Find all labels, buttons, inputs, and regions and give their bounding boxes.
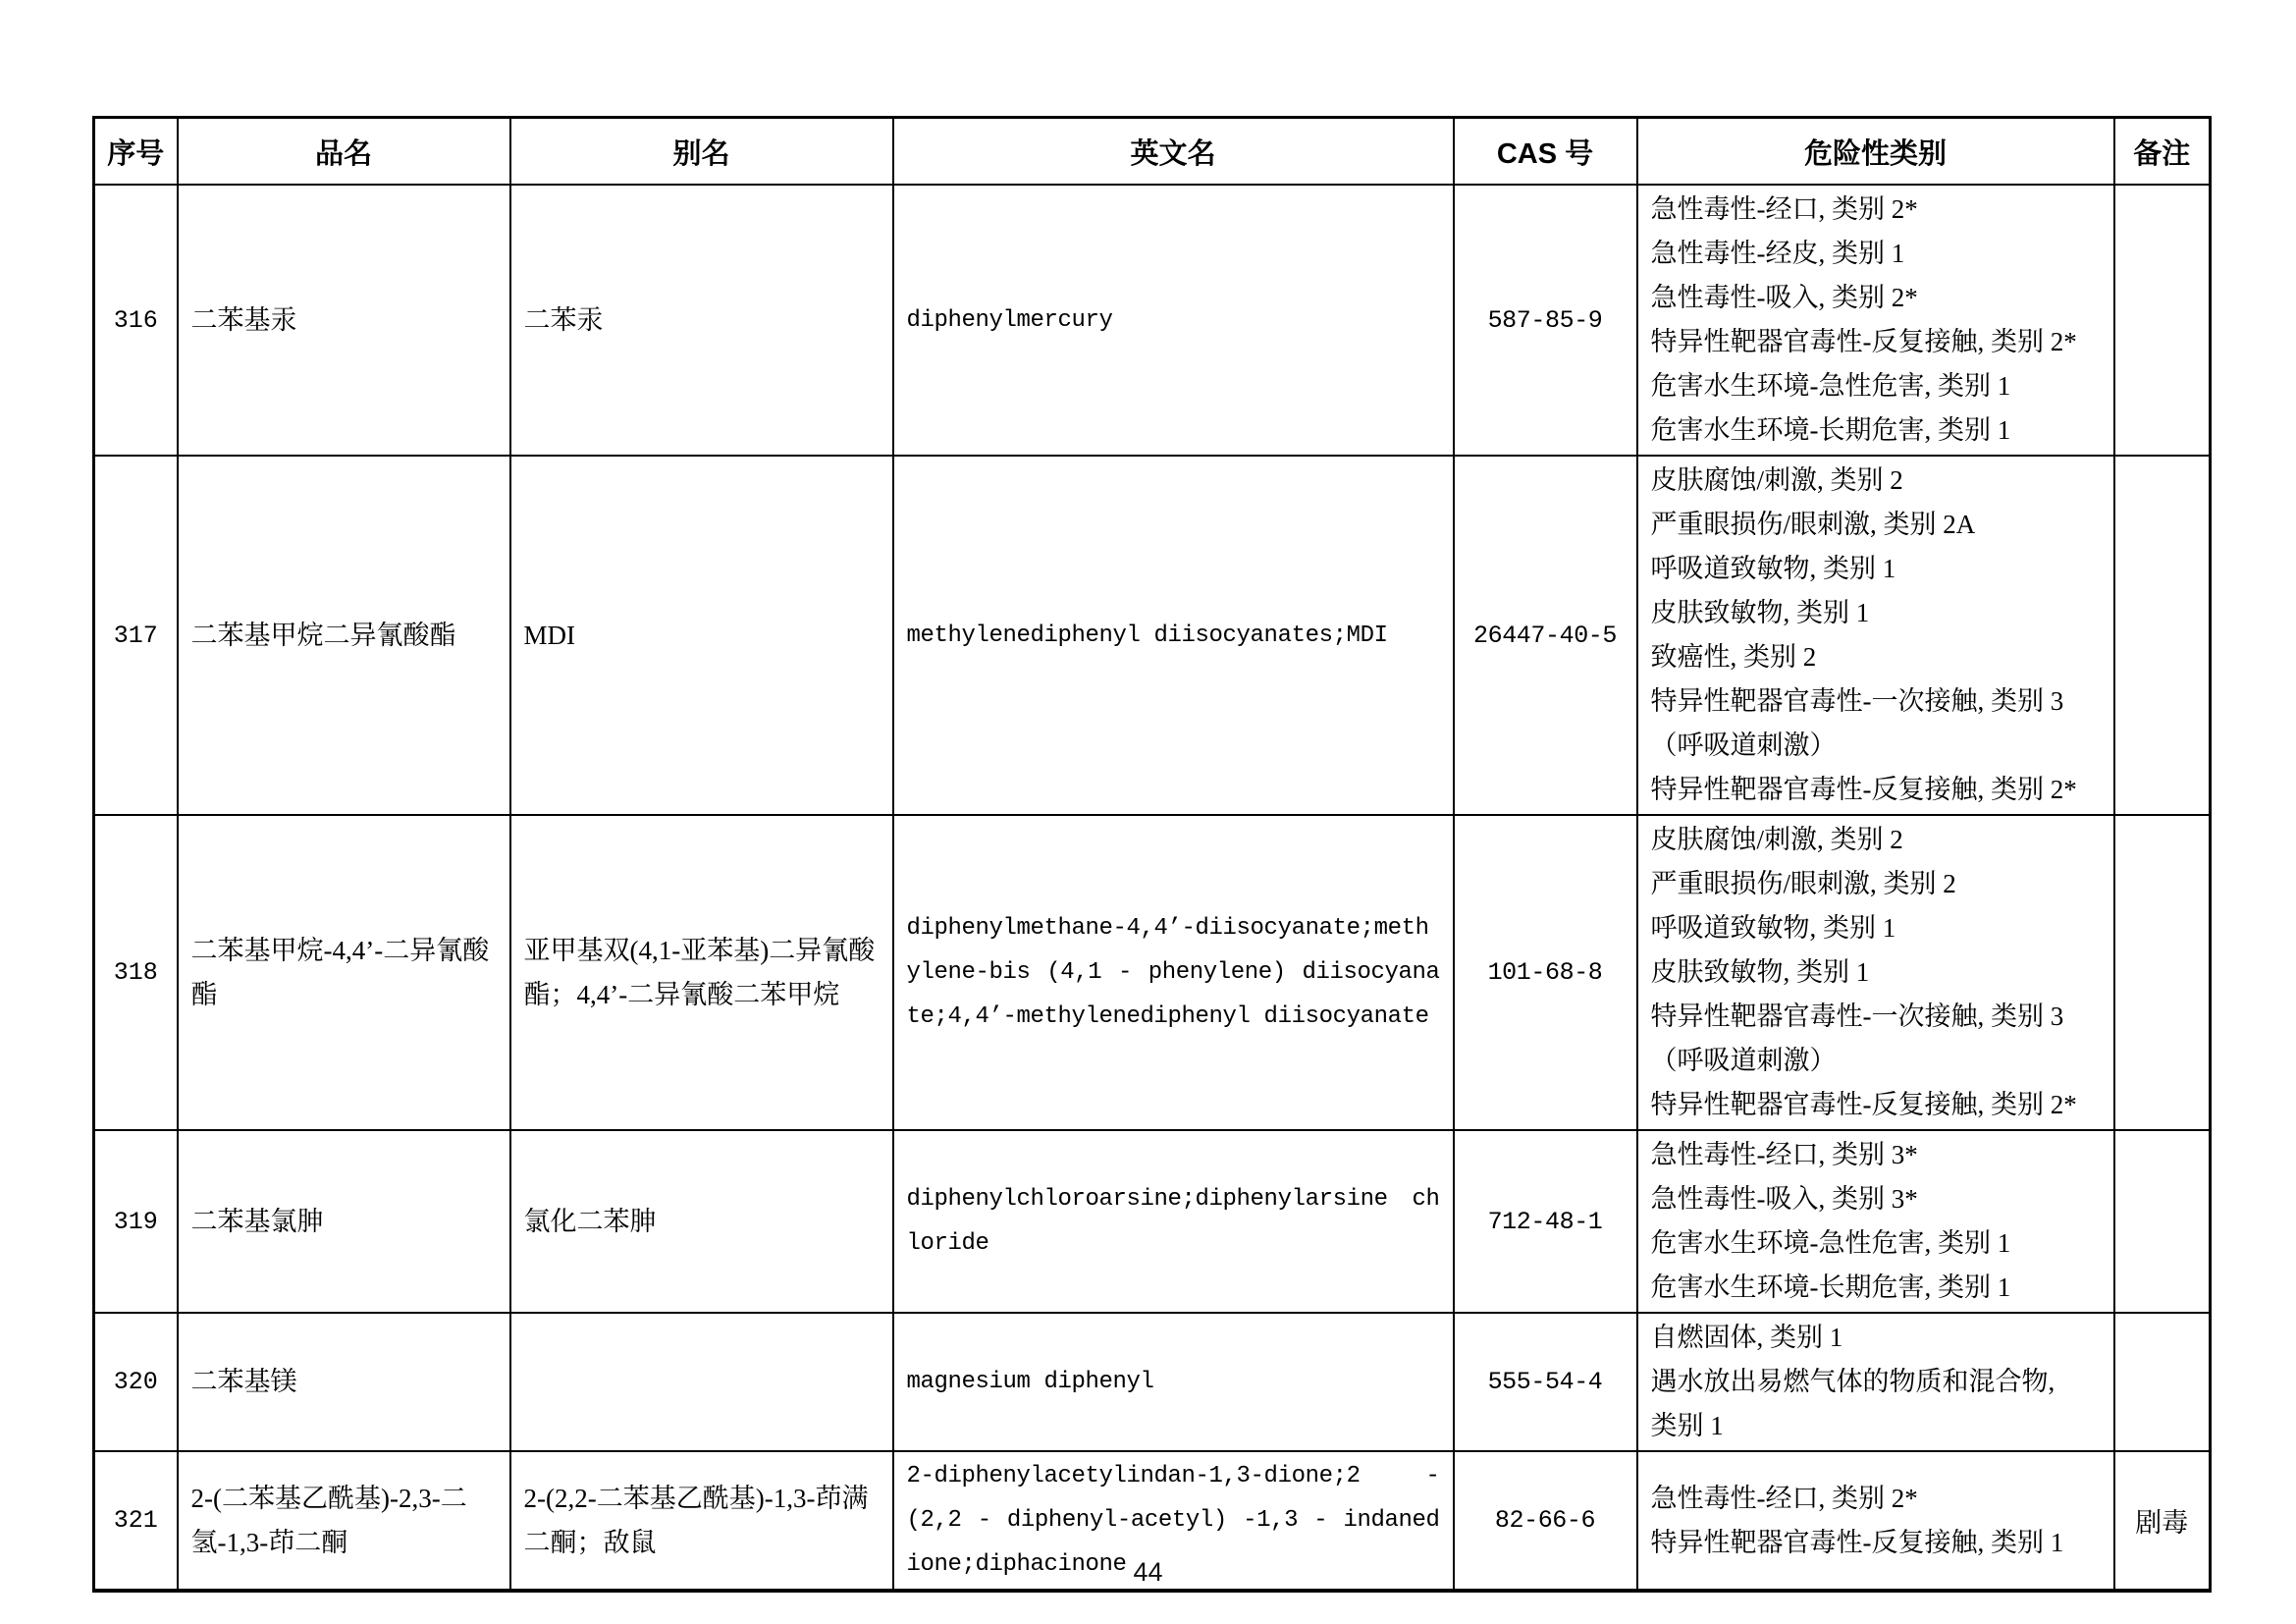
cell-cas-number: 26447-40-5 xyxy=(1454,456,1637,815)
col-header-product-name: 品名 xyxy=(178,118,510,186)
cell-alias: 2-(2,2-二苯基乙酰基)-1,3-茚满二酮；敌鼠 xyxy=(510,1451,893,1591)
cell-serial: 317 xyxy=(94,456,178,815)
table-row xyxy=(94,815,2211,1130)
hazard-line: 特异性靶器官毒性-反复接触, 类别 2* xyxy=(1650,1090,2077,1119)
hazard-line: 危害水生环境-长期危害, 类别 1 xyxy=(1650,415,2011,445)
cell-alias: MDI xyxy=(510,456,893,815)
cell-english-name: methylenediphenyl diisocyanates;MDI xyxy=(893,456,1454,815)
cell-remark xyxy=(2114,1130,2211,1313)
cell-english-name: diphenylmethane-4,4’-diisocyanate;methylene-bis (4,1 - phenylene) diisocyanate;4,4’-methylenediphenyl diisocyanate xyxy=(893,815,1454,1130)
hazard-line: 遇水放出易燃气体的物质和混合物, xyxy=(1650,1367,2056,1396)
table-row xyxy=(94,185,2211,456)
cell-serial: 319 xyxy=(94,1130,178,1313)
cell-product-name: 二苯基汞 xyxy=(178,185,510,456)
hazard-line: 特异性靶器官毒性-反复接触, 类别 2* xyxy=(1650,775,2077,804)
col-header-hazard-category: 危险性类别 xyxy=(1637,118,2114,186)
hazard-line: 自燃固体, 类别 1 xyxy=(1650,1323,1843,1352)
hazard-line: 皮肤腐蚀/刺激, 类别 2 xyxy=(1650,465,1903,495)
col-header-serial: 序号 xyxy=(94,118,178,186)
hazard-line: 皮肤腐蚀/刺激, 类别 2 xyxy=(1650,825,1903,854)
hazard-line: 急性毒性-经口, 类别 2* xyxy=(1650,1483,1918,1513)
cell-product-name: 二苯基甲烷二异氰酸酯 xyxy=(178,456,510,815)
hazard-line: 危害水生环境-急性危害, 类别 1 xyxy=(1650,371,2011,401)
cell-remark xyxy=(2114,456,2211,815)
hazard-line: 急性毒性-吸入, 类别 3* xyxy=(1650,1184,1918,1214)
cell-remark xyxy=(2114,815,2211,1130)
cell-alias: 二苯汞 xyxy=(510,185,893,456)
hazard-line: 严重眼损伤/眼刺激, 类别 2A xyxy=(1650,510,1976,539)
cell-product-name: 二苯基镁 xyxy=(178,1313,510,1451)
cell-cas-number: 587-85-9 xyxy=(1454,185,1637,456)
cell-remark: 剧毒 xyxy=(2114,1451,2211,1591)
col-header-cas-number: CAS 号 xyxy=(1454,118,1637,186)
col-header-remark: 备注 xyxy=(2114,118,2211,186)
hazard-line: 特异性靶器官毒性-一次接触, 类别 3 xyxy=(1650,686,2064,716)
hazard-line: 呼吸道致敏物, 类别 1 xyxy=(1650,554,1896,583)
hazard-line: 急性毒性-经口, 类别 3* xyxy=(1650,1140,1918,1169)
cell-remark xyxy=(2114,185,2211,456)
page-number: 44 xyxy=(1133,1557,1163,1587)
hazard-line: 严重眼损伤/眼刺激, 类别 2 xyxy=(1650,869,1956,898)
hazard-line: 类别 1 xyxy=(1650,1411,1724,1440)
table-row xyxy=(94,1313,2211,1451)
cell-alias: 亚甲基双(4,1-亚苯基)二异氰酸酯；4,4’-二异氰酸二苯甲烷 xyxy=(510,815,893,1130)
hazard-line: 皮肤致敏物, 类别 1 xyxy=(1650,598,1870,627)
hazard-line: 皮肤致敏物, 类别 1 xyxy=(1650,957,1870,987)
cell-serial: 316 xyxy=(94,185,178,456)
cell-hazard-category xyxy=(1637,1313,2114,1451)
hazard-line: 危害水生环境-急性危害, 类别 1 xyxy=(1650,1228,2011,1258)
hazard-line: （呼吸道刺激） xyxy=(1650,1046,1837,1075)
cell-hazard-category xyxy=(1637,185,2114,456)
document-page xyxy=(92,116,2212,1593)
cell-english-name: 2-diphenylacetylindan-1,3-dione;2 - (2,2 - diphenyl-acetyl) -1,3 - indanedione;diphacinone xyxy=(893,1451,1454,1591)
cell-serial: 321 xyxy=(94,1451,178,1591)
hazard-line: 特异性靶器官毒性-反复接触, 类别 2* xyxy=(1650,327,2077,356)
hazard-line: 特异性靶器官毒性-一次接触, 类别 3 xyxy=(1650,1001,2064,1031)
cell-cas-number: 555-54-4 xyxy=(1454,1313,1637,1451)
hazard-line: 特异性靶器官毒性-反复接触, 类别 1 xyxy=(1650,1527,2064,1557)
col-header-alias: 别名 xyxy=(510,118,893,186)
cell-english-name: diphenylmercury xyxy=(893,185,1454,456)
cell-cas-number: 712-48-1 xyxy=(1454,1130,1637,1313)
table-row xyxy=(94,1130,2211,1313)
cell-english-name: magnesium diphenyl xyxy=(893,1313,1454,1451)
cell-alias xyxy=(510,1313,893,1451)
hazard-line: （呼吸道刺激） xyxy=(1650,731,1837,760)
cell-english-name: diphenylchloroarsine;diphenylarsine chloride xyxy=(893,1130,1454,1313)
cell-serial: 318 xyxy=(94,815,178,1130)
cell-product-name: 二苯基氯胂 xyxy=(178,1130,510,1313)
hazard-line: 呼吸道致敏物, 类别 1 xyxy=(1650,913,1896,943)
hazardous-chemicals-table xyxy=(92,116,2212,1593)
table-header-row xyxy=(94,118,2211,186)
cell-cas-number: 82-66-6 xyxy=(1454,1451,1637,1591)
cell-cas-number: 101-68-8 xyxy=(1454,815,1637,1130)
hazard-line: 急性毒性-经口, 类别 2* xyxy=(1650,194,1918,224)
table-row xyxy=(94,456,2211,815)
hazard-line: 致癌性, 类别 2 xyxy=(1650,642,1817,672)
cell-hazard-category xyxy=(1637,456,2114,815)
cell-product-name: 2-(二苯基乙酰基)-2,3-二氢-1,3-茚二酮 xyxy=(178,1451,510,1591)
cell-hazard-category xyxy=(1637,1130,2114,1313)
cell-serial: 320 xyxy=(94,1313,178,1451)
hazard-line: 急性毒性-经皮, 类别 1 xyxy=(1650,239,1905,268)
hazard-line: 危害水生环境-长期危害, 类别 1 xyxy=(1650,1272,2011,1302)
table-body xyxy=(94,185,2211,1591)
cell-remark xyxy=(2114,1313,2211,1451)
cell-product-name: 二苯基甲烷-4,4’-二异氰酸酯 xyxy=(178,815,510,1130)
cell-hazard-category xyxy=(1637,815,2114,1130)
col-header-english-name: 英文名 xyxy=(893,118,1454,186)
hazard-line: 急性毒性-吸入, 类别 2* xyxy=(1650,283,1918,312)
cell-alias: 氯化二苯胂 xyxy=(510,1130,893,1313)
